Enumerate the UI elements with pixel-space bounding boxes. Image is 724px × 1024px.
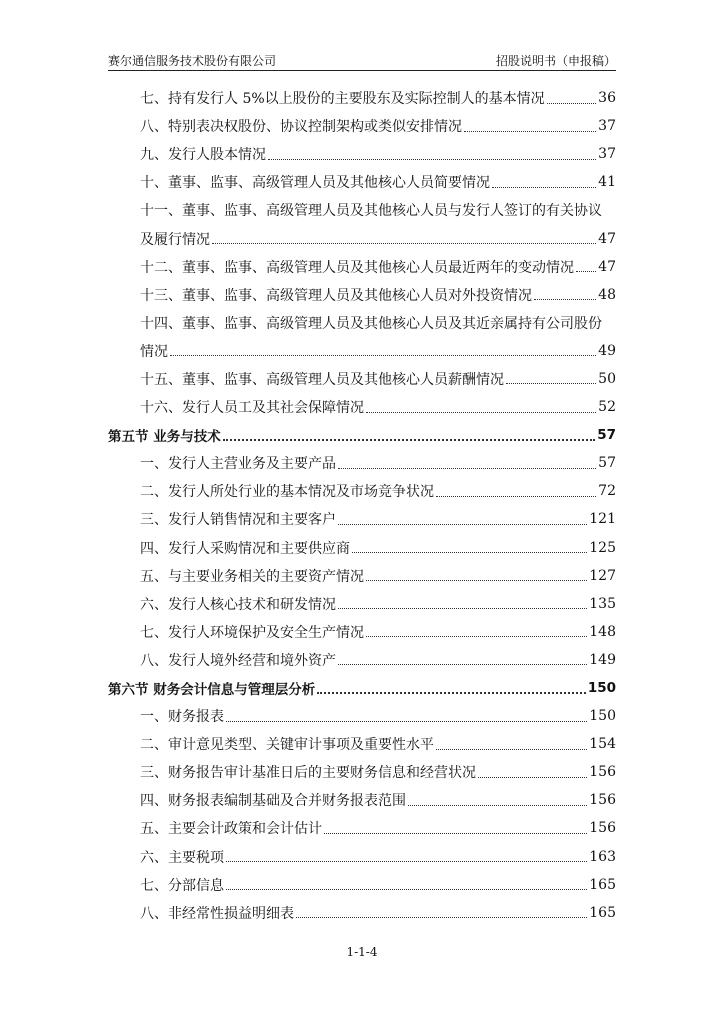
toc-leader-dots [338, 608, 587, 609]
toc-leader-dots [366, 636, 587, 637]
toc-entry[interactable] [108, 646, 616, 674]
toc-entry[interactable] [108, 84, 616, 112]
toc-leader-dots [223, 439, 596, 441]
toc-leader-dots [338, 524, 587, 525]
toc-entry-page: 57 [597, 427, 616, 444]
toc-entry[interactable] [108, 786, 616, 814]
toc-leader-dots [576, 271, 596, 272]
toc-entry-title: 一、发行人主营业务及主要产品 [140, 456, 336, 473]
toc-entry[interactable] [108, 393, 616, 421]
toc-entry[interactable] [108, 140, 616, 168]
toc-entry-title: 八、特别表决权股份、协议控制架构或类似安排情况 [140, 119, 462, 136]
toc-entry-title: 十、董事、监事、高级管理人员及其他核心人员简要情况 [140, 175, 490, 192]
toc-leader-dots [478, 777, 587, 778]
toc-entry[interactable] [108, 702, 616, 730]
toc-entry-page: 125 [589, 539, 616, 556]
toc-leader-dots [366, 412, 596, 413]
toc-entry-title: 十六、发行人员工及其社会保障情况 [140, 400, 364, 417]
toc-entry-title: 六、主要税项 [140, 849, 224, 866]
toc-leader-dots [296, 917, 587, 918]
toc-leader-dots [547, 103, 597, 104]
toc-entry[interactable] [108, 168, 616, 196]
toc-leader-dots [436, 496, 596, 497]
toc-entry[interactable] [108, 449, 616, 477]
toc-entry-page: 37 [598, 118, 616, 135]
toc-entry-title: 十五、董事、监事、高级管理人员及其他核心人员薪酬情况 [140, 371, 504, 388]
toc-entry[interactable] [108, 618, 616, 646]
toc-entry[interactable] [108, 365, 616, 393]
toc-leader-dots [436, 749, 587, 750]
toc-entry-page: 154 [589, 736, 616, 753]
toc-leader-dots [408, 805, 587, 806]
toc-entry-page: 135 [589, 595, 616, 612]
toc-entry[interactable] [108, 477, 616, 505]
toc-section-heading[interactable] [108, 674, 616, 702]
toc-entry-continuation[interactable] [108, 337, 616, 365]
toc-entry-page: 52 [598, 399, 616, 416]
toc-entry-page: 50 [598, 370, 616, 387]
toc-entry-title: 一、财务报表 [140, 709, 224, 726]
toc-entry-title: 二、审计意见类型、关键审计事项及重要性水平 [140, 737, 434, 754]
toc-entry-page: 163 [589, 848, 616, 865]
toc-entry-title: 十二、董事、监事、高级管理人员及其他核心人员最近两年的变动情况 [140, 259, 574, 276]
toc-entry-page: 37 [598, 146, 616, 163]
toc-leader-dots [534, 299, 596, 300]
header-doc-type: 招股说明书（申报稿） [495, 54, 616, 68]
toc-leader-dots [464, 131, 596, 132]
toc-entry-title: 七、持有发行人 5%以上股份的主要股东及实际控制人的基本情况 [140, 91, 545, 108]
toc-entry[interactable] [108, 562, 616, 590]
toc-entry[interactable] [108, 843, 616, 871]
toc-entry-page: 149 [589, 651, 616, 668]
toc-entry-page: 72 [598, 483, 616, 500]
toc-leader-dots [324, 833, 587, 834]
toc-entry-title: 三、发行人销售情况和主要客户 [140, 512, 336, 529]
toc-entry[interactable] [108, 730, 616, 758]
toc-entry[interactable] [108, 309, 616, 337]
toc-entry-title: 第六节 财务会计信息与管理层分析 [108, 682, 316, 699]
toc-entry-page: 49 [598, 342, 616, 359]
toc-entry-title-cont: 情况 [140, 343, 168, 360]
toc-entry-title: 十一、董事、监事、高级管理人员及其他核心人员与发行人签订的有关协议 [140, 203, 602, 220]
toc-entry-page: 156 [589, 764, 616, 781]
toc-leader-dots [226, 861, 587, 862]
toc-entry[interactable] [108, 534, 616, 562]
toc-entry-title: 七、分部信息 [140, 877, 224, 894]
toc-entry-page: 121 [589, 511, 616, 528]
toc-entry-page: 47 [598, 258, 616, 275]
toc-leader-dots [492, 187, 596, 188]
toc-leader-dots [226, 889, 587, 890]
toc-entry[interactable] [108, 758, 616, 786]
toc-leader-dots [366, 580, 587, 581]
toc-leader-dots [226, 721, 587, 722]
toc-entry-page: 36 [598, 90, 616, 107]
toc-entry-page: 57 [598, 455, 616, 472]
toc-entry-page: 47 [598, 230, 616, 247]
toc-entry-page: 150 [589, 708, 616, 725]
toc-entry[interactable] [108, 871, 616, 899]
toc-entry-title: 四、财务报表编制基础及合并财务报表范围 [140, 793, 406, 810]
page-number: 1-1-4 [346, 945, 378, 959]
table-of-contents [108, 84, 616, 927]
toc-entry[interactable] [108, 814, 616, 842]
toc-entry-title: 七、发行人环境保护及安全生产情况 [140, 624, 364, 641]
toc-entry-title: 六、发行人核心技术和研发情况 [140, 596, 336, 613]
toc-leader-dots [317, 692, 586, 694]
toc-leader-dots [170, 355, 596, 356]
toc-entry-page: 48 [598, 286, 616, 303]
header-company: 赛尔通信服务技术股份有限公司 [108, 54, 277, 68]
toc-entry[interactable] [108, 196, 616, 224]
toc-entry-title: 十三、董事、监事、高级管理人员及其他核心人员对外投资情况 [140, 287, 532, 304]
toc-entry[interactable] [108, 281, 616, 309]
toc-entry-page: 148 [589, 623, 616, 640]
toc-leader-dots [338, 468, 596, 469]
toc-leader-dots [338, 664, 587, 665]
toc-entry-page: 150 [587, 680, 616, 697]
toc-entry-page: 165 [589, 876, 616, 893]
toc-entry-title: 八、发行人境外经营和境外资产 [140, 652, 336, 669]
toc-entry-title: 十四、董事、监事、高级管理人员及其他核心人员及其近亲属持有公司股份 [140, 315, 602, 332]
toc-entry-title: 九、发行人股本情况 [140, 147, 266, 164]
toc-entry-page: 41 [598, 174, 616, 191]
toc-entry-title: 五、与主要业务相关的主要资产情况 [140, 568, 364, 585]
toc-entry[interactable] [108, 253, 616, 281]
toc-entry[interactable] [108, 899, 616, 927]
toc-leader-dots [352, 552, 587, 553]
toc-entry[interactable] [108, 505, 616, 533]
toc-entry-page: 127 [589, 567, 616, 584]
toc-entry-title: 五、主要会计政策和会计估计 [140, 821, 322, 838]
toc-entry-title: 八、非经常性损益明细表 [140, 905, 294, 922]
toc-entry-page: 156 [589, 792, 616, 809]
toc-entry-continuation[interactable] [108, 224, 616, 252]
toc-entry-page: 156 [589, 820, 616, 837]
toc-entry-title: 四、发行人采购情况和主要供应商 [140, 540, 350, 557]
toc-entry-title: 三、财务报告审计基准日后的主要财务信息和经营状况 [140, 765, 476, 782]
toc-entry[interactable] [108, 112, 616, 140]
toc-section-heading[interactable] [108, 421, 616, 449]
page-header [108, 50, 616, 71]
toc-entry-title: 二、发行人所处行业的基本情况及市场竞争状况 [140, 484, 434, 501]
toc-entry-title-cont: 及履行情况 [140, 231, 210, 248]
toc-leader-dots [268, 159, 596, 160]
toc-entry[interactable] [108, 590, 616, 618]
toc-entry-title: 第五节 业务与技术 [108, 429, 221, 446]
toc-entry-page: 165 [589, 904, 616, 921]
toc-leader-dots [506, 383, 596, 384]
toc-leader-dots [212, 243, 596, 244]
